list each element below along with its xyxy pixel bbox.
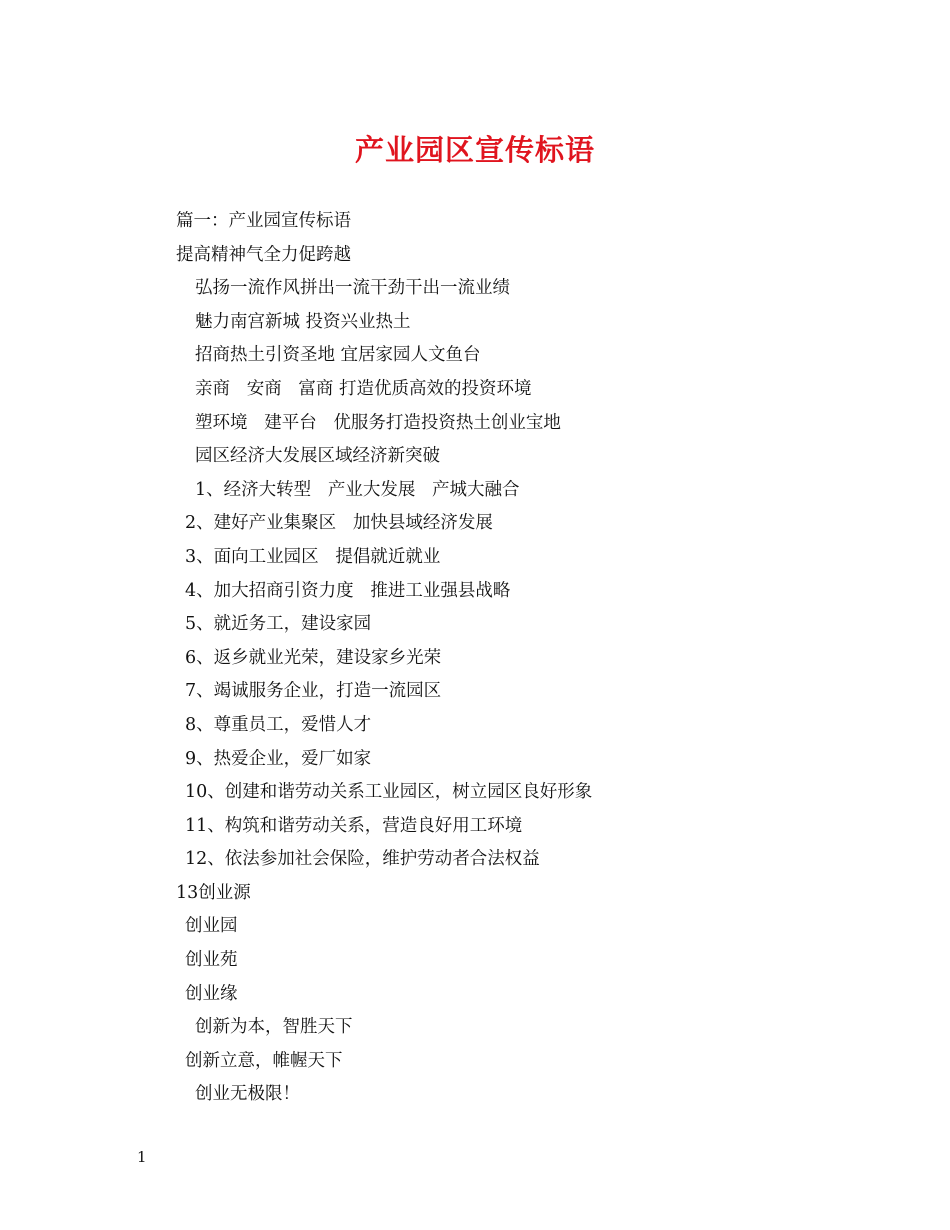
- text-line: 弘扬一流作风拼出一流干劲干出一流业绩: [195, 278, 510, 299]
- text-line: 创业无极限！: [195, 1084, 300, 1105]
- text-line: 13创业源: [176, 882, 251, 903]
- text-line: 8、尊重员工，爱惜人才: [185, 714, 372, 735]
- document-body: [0, 205, 950, 1112]
- text-line: 提高精神气全力促跨越: [176, 244, 351, 265]
- text-line: 1、经济大转型 产业大发展 产城大融合: [195, 479, 520, 500]
- text-line: 6、返乡就业光荣，建设家乡光荣: [185, 647, 442, 668]
- text-line: 12、依法参加社会保险，维护劳动者合法权益: [185, 849, 540, 870]
- page-number: 1: [137, 1148, 147, 1166]
- text-line: 创业苑: [185, 950, 238, 971]
- text-line: 11、构筑和谐劳动关系，营造良好用工环境: [185, 815, 523, 836]
- text-line: 4、加大招商引资力度 推进工业强县战略: [185, 580, 511, 601]
- text-line: 园区经济大发展区域经济新突破: [195, 446, 440, 467]
- text-line: 招商热土引资圣地 宜居家园人文鱼台: [195, 345, 481, 366]
- text-line: 创新立意，帷幄天下: [185, 1050, 343, 1071]
- text-line: 魅力南宫新城 投资兴业热土: [195, 311, 411, 332]
- text-line: 创业缘: [185, 983, 238, 1004]
- text-line: 创业园: [185, 916, 238, 937]
- text-line: 7、竭诚服务企业，打造一流园区: [185, 681, 442, 702]
- text-line: 2、建好产业集聚区 加快县域经济发展: [185, 513, 493, 534]
- text-line: 5、就近务工，建设家园: [185, 614, 372, 635]
- text-line: 塑环境 建平台 优服务打造投资热土创业宝地: [195, 412, 561, 433]
- text-line: 亲商 安商 富商 打造优质高效的投资环境: [195, 378, 532, 399]
- text-line: 篇一：产业园宣传标语: [176, 211, 351, 231]
- text-line: 9、热爱企业，爱厂如家: [185, 748, 372, 769]
- text-line: 3、面向工业园区 提倡就近就业: [185, 546, 441, 567]
- text-line: 创新为本，智胜天下: [195, 1017, 353, 1038]
- text-line: 10、创建和谐劳动关系工业园区，树立园区良好形象: [185, 782, 593, 803]
- page-title: 产业园区宣传标语: [354, 133, 595, 167]
